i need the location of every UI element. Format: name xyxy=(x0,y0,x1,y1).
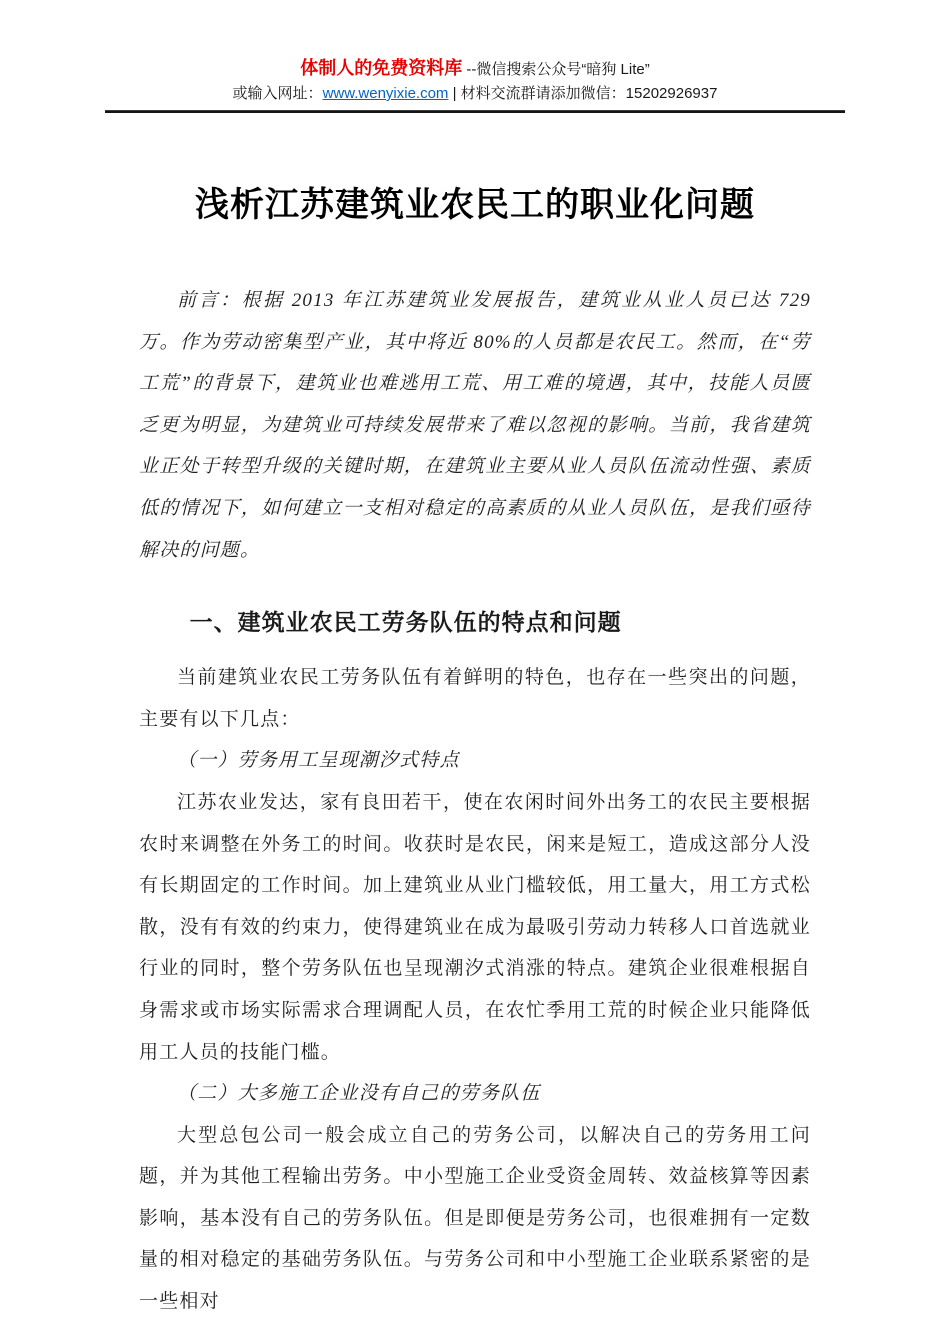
header-rule xyxy=(105,110,845,113)
promo-header-line1 xyxy=(0,56,950,82)
document-body xyxy=(139,280,811,1323)
section-1-heading: 一、建筑业农民工劳务队伍的特点和问题 xyxy=(189,609,622,636)
subsection-1-paragraph: 江苏农业发达，家有良田若干，使在农闲时间外出务工的农民主要根据农时来调整在外务工的时间。收获时是农民，闲来是短工，造成这部分人没有长期固定的工作时间。加上建筑业从业门槛较低，用工量大，用工方式松散，没有有效的约束力，使得建筑业在成为最吸引劳动力转移人口首选就业行业的同时，整个劳务队伍也呈现潮汐式消涨的特点。建筑企业很难根据自身需求或市场实际需求合理调配人员，在农忙季用工荒的时候企业只能降低用工人员的技能门槛。 xyxy=(139,791,811,1063)
subsection-1-heading: （一）劳务用工呈现潮汐式特点 xyxy=(177,750,460,772)
subsection-2-heading: （二）大多施工企业没有自己的劳务队伍 xyxy=(177,1083,541,1105)
intro-paragraph: 前言：根据 2013 年江苏建筑业发展报告，建筑业从业人员已达 729 万。作为劳动密集型产业，其中将近 80%的人员都是农民工。然而，在“劳工荒”的背景下，建筑业也难逃用工荒、用工难的境遇，其中，技能人员匮乏更为明显，为建筑业可持续发展带来了难以忽视的影响。当前，我省建筑业正处于转型升级的关键时期，在建筑业主要从业人员队伍流动性强、素质低的情况下，如何建立一支相对稳定的高素质的从业人员队伍，是我们亟待解决的问题。 xyxy=(139,290,811,561)
url-prefix-label: 或输入网址： xyxy=(232,85,323,102)
wechat-search-hint: --微信搜索公众号“暗狗 Lite” xyxy=(462,61,650,78)
promo-header xyxy=(0,0,950,113)
brand-name: 体制人的免费资料库 xyxy=(300,58,463,78)
page-title: 浅析江苏建筑业农民工的职业化问题 xyxy=(195,187,755,224)
website-link[interactable]: www.wenyixie.com xyxy=(322,85,449,102)
wechat-contact-label: | 材料交流群请添加微信：15202926937 xyxy=(448,85,718,102)
section-1-lead-paragraph: 当前建筑业农民工劳务队伍有着鲜明的特色，也存在一些突出的问题，主要有以下几点： xyxy=(139,667,811,730)
subsection-2-paragraph: 大型总包公司一般会成立自己的劳务公司，以解决自己的劳务用工问题，并为其他工程输出劳务。中小型施工企业受资金周转、效益核算等因素影响，基本没有自己的劳务队伍。但是即便是劳务公司，也很难拥有一定数量的相对稳定的基础劳务队伍。与劳务公司和中小型施工企业联系紧密的是一些相对 xyxy=(139,1124,811,1313)
promo-header-line2 xyxy=(0,82,950,105)
